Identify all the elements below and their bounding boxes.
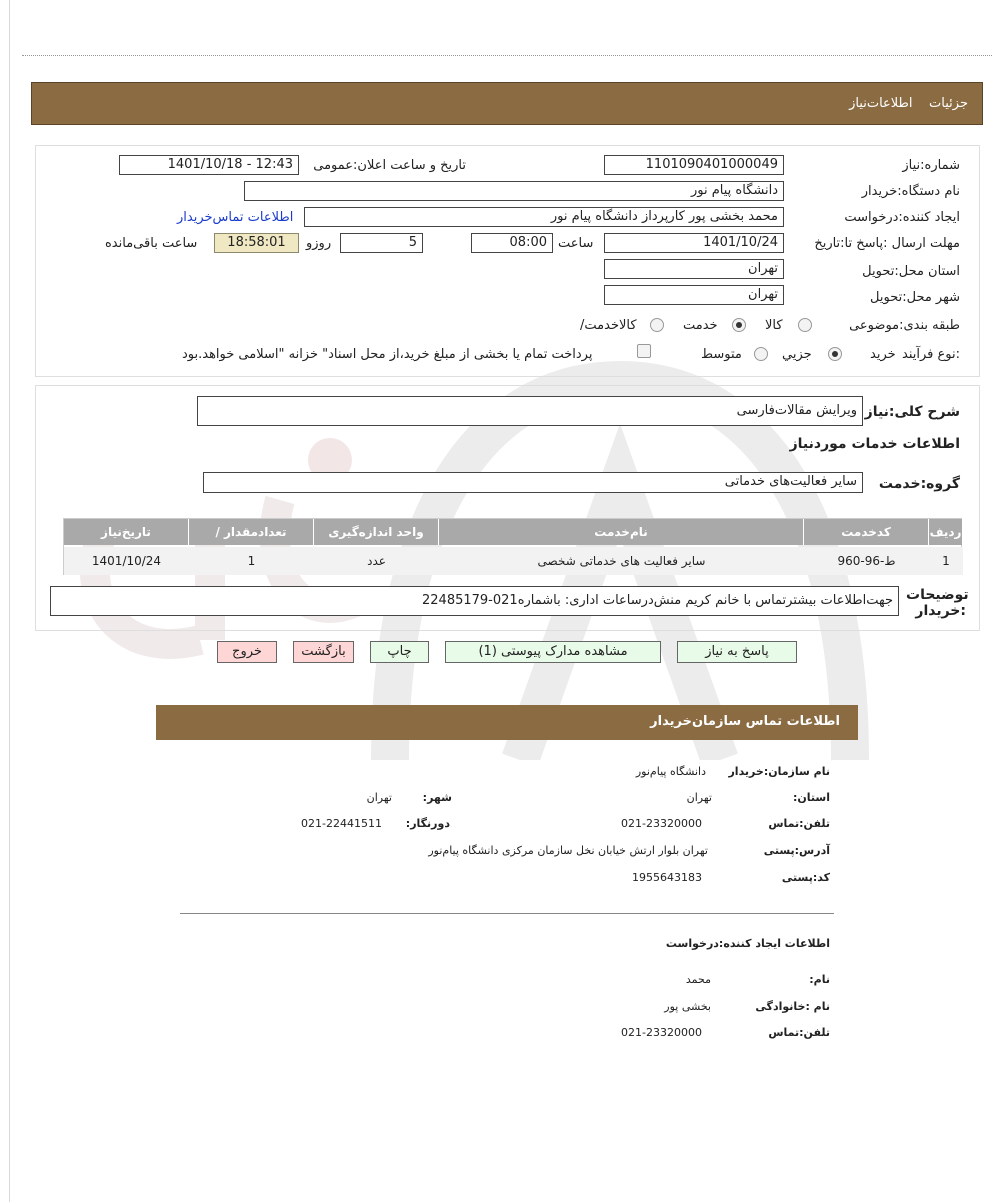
category-service-radio[interactable] bbox=[732, 318, 746, 332]
category-label: طبقه بندی:موضوعی bbox=[849, 318, 960, 333]
contact-postal-value: 1955643183 bbox=[632, 871, 702, 884]
contact-city-value: تهران bbox=[366, 791, 392, 804]
table-cell-code: ط-96-960 bbox=[804, 547, 929, 575]
creator-phone-label: تلفن:تماس bbox=[768, 1026, 830, 1039]
contact-address-value: تهران بلوار ارتش خیابان نخل سازمان مرکزی دانشگاه پیام‌نور bbox=[428, 844, 708, 857]
col-header-quantity: / تعدادمقدار bbox=[189, 519, 314, 545]
col-header-name: نام‌خدمت bbox=[439, 519, 804, 545]
process-medium-radio[interactable] bbox=[754, 347, 768, 361]
org-name-value: دانشگاه پیام‌نور bbox=[635, 765, 706, 778]
announce-label: تاریخ و ساعت اعلان:عمومی bbox=[313, 158, 466, 173]
buyer-contact-link[interactable]: اطلاعات تماس‌خریدار bbox=[177, 210, 294, 225]
payment-treasury-label: پرداخت تمام یا بخشی از مبلغ خرید،از محل اسناد" خزانه "اسلامی خواهد.بود bbox=[182, 347, 593, 362]
deadline-time-label: ساعت bbox=[558, 236, 594, 251]
payment-treasury-checkbox[interactable] bbox=[637, 344, 651, 358]
process-minor-label: جزيي bbox=[782, 347, 812, 362]
table-cell-quantity: 1 bbox=[189, 547, 314, 575]
col-header-code: کدخدمت bbox=[804, 519, 929, 545]
reply-button[interactable]: پاسخ به نیاز bbox=[677, 641, 797, 663]
contact-fax-value: 021-22441511 bbox=[301, 817, 382, 830]
description-field: ویرایش مقالات‌فارسی bbox=[197, 396, 863, 426]
print-button[interactable]: چاپ bbox=[370, 641, 429, 663]
need-number-field: 1101090401000049 bbox=[604, 155, 784, 175]
remaining-label: ساعت باقی‌مانده bbox=[105, 236, 198, 251]
announce-field: 1401/10/18 - 12:43 bbox=[119, 155, 299, 175]
creator-phone-value: 021-23320000 bbox=[621, 1026, 702, 1039]
city-field: تهران bbox=[604, 285, 784, 305]
category-goods-service-label: /کالاخدمت bbox=[580, 318, 637, 333]
buyer-contact-title: اطلاعات تماس سازمان‌خریدار bbox=[650, 714, 840, 729]
province-field: تهران bbox=[604, 259, 784, 279]
need-number-label: شماره:نیاز bbox=[902, 158, 960, 173]
contact-phone-value: 021-23320000 bbox=[621, 817, 702, 830]
creator-family-label: نام :خانوادگی bbox=[755, 1000, 830, 1013]
remaining-timer: 18:58:01 bbox=[214, 233, 299, 253]
contact-phone-label: تلفن:تماس bbox=[768, 817, 830, 830]
city-label: شهر محل:تحویل bbox=[870, 290, 960, 305]
exit-button[interactable]: خروج bbox=[217, 641, 277, 663]
deadline-date-field: 1401/10/24 bbox=[604, 233, 784, 253]
process-minor-radio[interactable] bbox=[828, 347, 842, 361]
buyer-contact-header bbox=[156, 705, 858, 740]
buyer-notes-field: جهت‌اطلاعات بیشترتماس با خانم کریم منش‌درساعات اداری: باشماره021-22485179 bbox=[50, 586, 899, 616]
buyer-org-label: نام دستگاه:خریدار bbox=[861, 184, 960, 199]
back-button[interactable]: بازگشت bbox=[293, 641, 354, 663]
days-field: 5 bbox=[340, 233, 423, 253]
table-cell-unit: عدد bbox=[314, 547, 439, 575]
left-border-line bbox=[9, 0, 10, 1202]
services-title: اطلاعات خدمات موردنیاز bbox=[789, 436, 960, 452]
service-group-field: سایر فعالیت‌های خدماتی bbox=[203, 472, 863, 493]
table-cell-row: 1 bbox=[929, 547, 963, 575]
col-header-row: ردیف bbox=[929, 519, 963, 545]
creator-label: ایجاد کننده:درخواست bbox=[844, 210, 960, 225]
days-label: روزو bbox=[306, 236, 332, 251]
buyer-org-field: دانشگاه پیام نور bbox=[244, 181, 784, 201]
province-label: استان محل:تحویل bbox=[862, 264, 960, 279]
dotted-separator bbox=[22, 55, 992, 56]
creator-name-value: محمد bbox=[685, 973, 711, 986]
tab-details[interactable]: جزئیات bbox=[929, 96, 968, 111]
deadline-time-field: 08:00 bbox=[471, 233, 553, 253]
table-cell-date: 1401/10/24 bbox=[64, 547, 189, 575]
description-label: شرح کلی:نیاز bbox=[864, 404, 960, 420]
contact-postal-label: کد:پستی bbox=[781, 871, 830, 884]
creator-family-value: بخشی پور bbox=[664, 1000, 711, 1013]
process-label: نوع فرآیند: bbox=[902, 347, 960, 362]
creator-name-label: :نام bbox=[809, 973, 830, 986]
deadline-label: مهلت ارسال :پاسخ تا:تاریخ bbox=[814, 236, 960, 251]
col-header-unit: واحد اندازه‌گیری bbox=[314, 519, 439, 545]
contact-fax-label: :دورنگار bbox=[405, 817, 450, 830]
contact-address-label: آدرس:پستی bbox=[763, 844, 830, 857]
contact-city-label: :شهر bbox=[422, 791, 452, 804]
process-medium-label: متوسط bbox=[701, 347, 742, 362]
process-buy-label: خرید bbox=[870, 347, 896, 362]
category-goods-service-radio[interactable] bbox=[650, 318, 664, 332]
service-group-label: گروه:خدمت bbox=[878, 476, 960, 492]
contact-province-value: تهران bbox=[686, 791, 712, 804]
tab-need-info[interactable]: اطلاعات‌نیاز bbox=[849, 96, 913, 111]
contact-province-label: :استان bbox=[792, 791, 830, 804]
buyer-notes-label: توضیحات :خریدار bbox=[906, 587, 969, 619]
category-service-label: خدمت bbox=[683, 318, 718, 333]
category-goods-label: کالا bbox=[765, 318, 783, 333]
table-cell-name: سایر فعالیت های خدماتی شخصی bbox=[439, 547, 804, 575]
org-name-label: نام سازمان:خریدار bbox=[728, 765, 830, 778]
services-table bbox=[63, 518, 962, 575]
attachments-button[interactable]: مشاهده مدارک پیوستی (1) bbox=[445, 641, 661, 663]
col-header-date: تاریخ‌نیاز bbox=[64, 519, 189, 545]
category-goods-radio[interactable] bbox=[798, 318, 812, 332]
page-header-bar bbox=[31, 82, 983, 125]
creator-info-title: اطلاعات ایجاد کننده:درخواست bbox=[665, 937, 830, 950]
need-info-panel bbox=[35, 145, 980, 377]
contact-divider bbox=[180, 913, 834, 914]
creator-field: محمد بخشی پور کارپرداز دانشگاه پیام نور bbox=[304, 207, 784, 227]
